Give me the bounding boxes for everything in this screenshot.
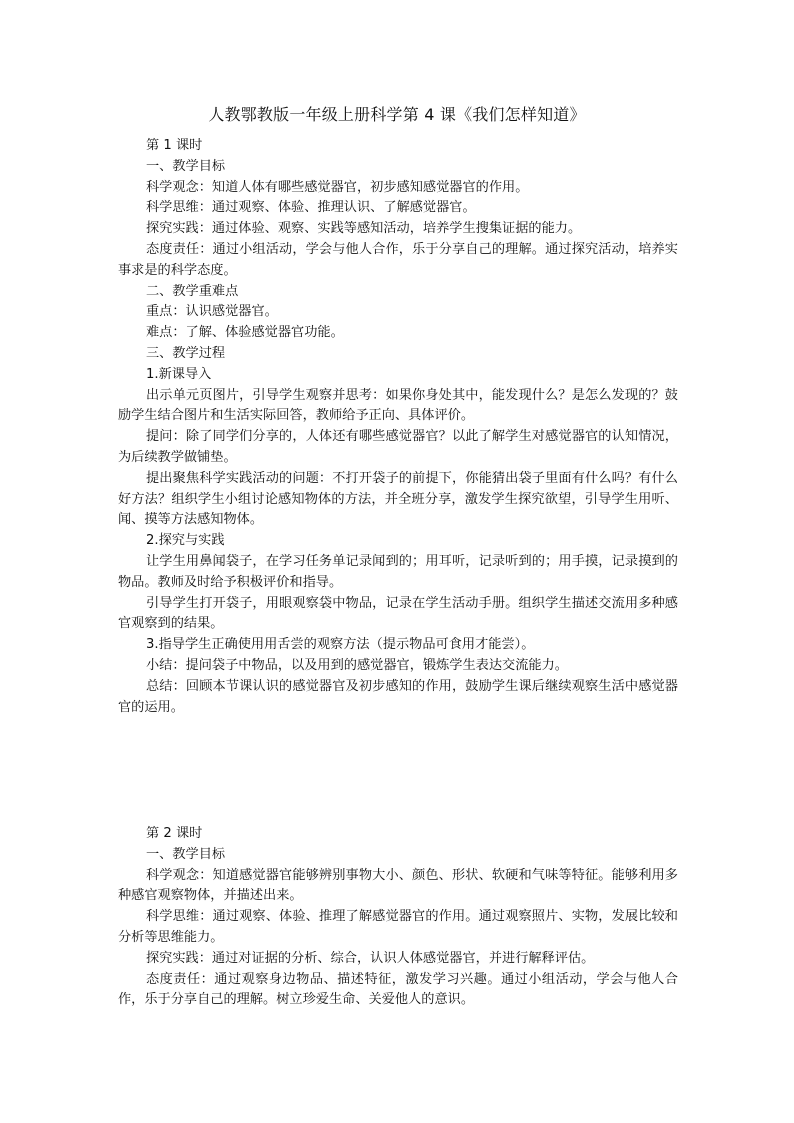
summary-small: 小结：提问袋子中物品，以及用到的感觉器官，锻炼学生表达交流能力。 [146,657,568,673]
goal-thinking: 科学思维：通过观察、体验、推理了解感觉器官的作用。通过观察照片、实物，发展比较和分析等思维能力。 [118,909,678,945]
section-objectives: 一、教学目标 [146,846,226,862]
goal-attitude: 态度责任：通过观察身边物品、描述特征，激发学习兴趣。通过小组活动，学会与他人合作，乐于分享自己的理解。树立珍爱生命、关爱他人的意识。 [118,971,678,1008]
paragraph: 提出聚焦科学实践活动的问题：不打开袋子的前提下，你能猜出袋子里面有什么吗？有什么好方法？组织学生小组讨论感知物体的方法，并全班分享，激发学生探究欲望，引导学生用听、闻、摸等方法感知物体。 [118,470,678,528]
paragraph: 提问：除了同学们分享的，人体还有哪些感觉器官？以此了解学生对感觉器官的认知情况，为后续教学做铺垫。 [118,429,678,465]
paragraph: 让学生用鼻闻袋子，在学习任务单记录闻到的；用耳听，记录听到的；用手摸，记录摸到的物品。教师及时给予积极评价和指导。 [118,553,678,590]
key-point: 重点：认识感觉器官。 [146,304,278,320]
section-process: 三、教学过程 [146,345,226,361]
section-key-points: 二、教学重难点 [146,283,239,299]
summary: 总结：回顾本节课认识的感觉器官及初步感知的作用，鼓励学生课后继续观察生活中感觉器官的运用。 [118,678,678,715]
section-objectives: 一、教学目标 [146,158,226,174]
step-taste: 3.指导学生正确使用用舌尝的观察方法（提示物品可食用才能尝）。 [146,637,535,653]
lesson-1 [118,136,678,718]
lesson-2 [118,824,678,1011]
goal-practice: 探究实践：通过对证据的分析、综合，认识人体感觉器官，并进行解释评估。 [146,950,595,966]
document-title: 人教鄂教版一年级上册科学第 4 课《我们怎样知道》 [208,105,586,124]
lesson-1-heading: 第 1 课时 [146,138,203,153]
difficult-point: 难点：了解、体验感觉器官功能。 [146,325,344,341]
goal-thinking: 科学思维：通过观察、体验、推理认识、了解感觉器官。 [146,200,476,216]
goal-attitude: 态度责任：通过小组活动，学会与他人合作，乐于分享自己的理解。通过探究活动，培养实事求是的科学态度。 [118,241,678,278]
goal-concept: 科学观念：知道感觉器官能够辨别事物大小、颜色、形状、软硬和气味等特征。能够利用多种感官观察物体，并描述出来。 [118,867,678,904]
lesson-2-heading: 第 2 课时 [146,826,203,841]
paragraph: 引导学生打开袋子，用眼观察袋中物品，记录在学生活动手册。组织学生描述交流用多种感官观察到的结果。 [118,595,678,632]
step-intro: 1.新课导入 [146,366,212,382]
paragraph: 出示单元页图片，引导学生观察并思考：如果你身处其中，能发现什么？是怎么发现的？鼓励学生结合图片和生活实际回答，教师给予正向、具体评价。 [118,387,678,424]
goal-concept: 科学观念：知道人体有哪些感觉器官，初步感知感觉器官的作用。 [146,179,529,195]
goal-practice: 探究实践：通过体验、观察、实践等感知活动，培养学生搜集证据的能力。 [146,221,582,237]
step-explore: 2.探究与实践 [146,533,225,549]
